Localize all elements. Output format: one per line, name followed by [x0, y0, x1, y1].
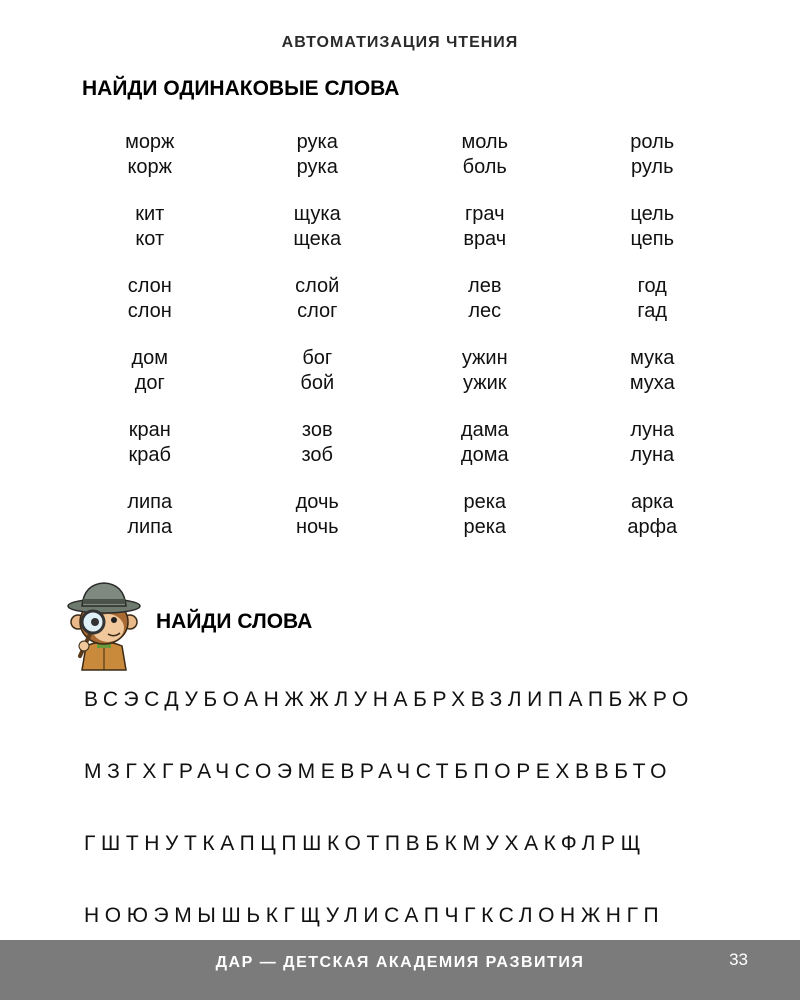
word-bottom: щека: [293, 228, 342, 250]
word-bottom: слон: [127, 300, 172, 322]
word-pair: [66, 202, 234, 252]
word-bottom: липа: [127, 516, 173, 538]
word-pair: [234, 130, 402, 180]
letter-row-3: ГШТНУТКАПЦПШКОТПВБКМУХАКФЛРЩ: [84, 832, 646, 855]
word-pair: [569, 202, 737, 252]
word-pair: [234, 274, 402, 324]
word-bottom: корж: [127, 156, 173, 178]
word-top: слой: [295, 275, 340, 297]
word-top: бог: [302, 347, 333, 369]
page-footer: [0, 940, 800, 1000]
word-pair: [401, 130, 569, 180]
word-pair: [401, 202, 569, 252]
word-top: моль: [461, 131, 509, 153]
word-bottom: ночь: [295, 516, 339, 538]
word-bottom: зоб: [301, 444, 334, 466]
word-pair: [66, 490, 234, 540]
word-top: арка: [630, 491, 674, 513]
word-top: лев: [468, 275, 502, 297]
word-bottom: гад: [637, 300, 668, 322]
word-pair: [66, 130, 234, 180]
word-pair: [569, 130, 737, 180]
word-bottom: арфа: [627, 516, 678, 538]
word-bottom: луна: [630, 444, 675, 466]
word-pair: [401, 490, 569, 540]
letter-row-2: МЗГХГРАЧСОЭМЕВРАЧСТБПОРЕХВВБТО: [84, 760, 673, 783]
word-top: щука: [293, 203, 341, 225]
word-bottom: ужик: [462, 372, 507, 394]
word-pair: [401, 418, 569, 468]
word-top: липа: [127, 491, 173, 513]
word-bottom: бой: [300, 372, 335, 394]
word-pair: [66, 418, 234, 468]
word-top: мука: [630, 347, 675, 369]
word-pair: [569, 490, 737, 540]
word-top: ужин: [461, 347, 508, 369]
word-bottom: кот: [135, 228, 165, 250]
word-bottom: муха: [629, 372, 675, 394]
word-bottom: боль: [462, 156, 507, 178]
word-pair: [569, 418, 737, 468]
word-top: рука: [296, 131, 338, 153]
word-top: река: [463, 491, 507, 513]
letter-row-1: ВСЭСДУБОАНЖЖЛУНАБРХВЗЛИПАПБЖРО: [84, 688, 694, 711]
word-pair: [234, 418, 402, 468]
word-top: луна: [630, 419, 675, 441]
word-pairs-grid: [66, 130, 736, 540]
word-top: дама: [460, 419, 509, 441]
word-pair: [569, 346, 737, 396]
word-top: слон: [127, 275, 172, 297]
word-bottom: лес: [468, 300, 502, 322]
word-pair: [234, 346, 402, 396]
word-pair: [234, 490, 402, 540]
word-bottom: врач: [463, 228, 507, 250]
word-pair: [401, 274, 569, 324]
word-top: дочь: [295, 491, 339, 513]
word-bottom: цепь: [630, 228, 675, 250]
word-top: грач: [464, 203, 505, 225]
section-title-same-words: НАЙДИ ОДИНАКОВЫЕ СЛОВА: [82, 77, 400, 100]
word-pair: [66, 274, 234, 324]
word-bottom: слог: [297, 300, 338, 322]
word-top: морж: [125, 131, 175, 153]
word-bottom: дог: [134, 372, 165, 394]
word-bottom: дома: [460, 444, 509, 466]
word-bottom: краб: [128, 444, 171, 466]
word-pair: [401, 346, 569, 396]
word-pair: [569, 274, 737, 324]
page-number: 33: [729, 950, 748, 969]
word-top: год: [637, 275, 667, 297]
word-top: дом: [131, 347, 169, 369]
page-header-title: АВТОМАТИЗАЦИЯ ЧТЕНИЯ: [281, 34, 519, 51]
word-bottom: рука: [296, 156, 338, 178]
word-top: цель: [630, 203, 675, 225]
word-pair: [234, 202, 402, 252]
word-bottom: река: [463, 516, 507, 538]
word-bottom: руль: [630, 156, 674, 178]
word-top: роль: [630, 131, 675, 153]
letter-row-4: НОЮЭМЫШЬКГЩУЛИСАПЧГКСЛОНЖНГП: [84, 904, 665, 927]
detective-monkey-icon: [64, 580, 144, 672]
word-top: кран: [128, 419, 171, 441]
word-top: кит: [135, 203, 165, 225]
word-pair: [66, 346, 234, 396]
word-top: зов: [301, 419, 333, 441]
footer-title: ДАР — ДЕТСКАЯ АКАДЕМИЯ РАЗВИТИЯ: [215, 954, 585, 971]
section-title-find-words: НАЙДИ СЛОВА: [156, 610, 313, 633]
